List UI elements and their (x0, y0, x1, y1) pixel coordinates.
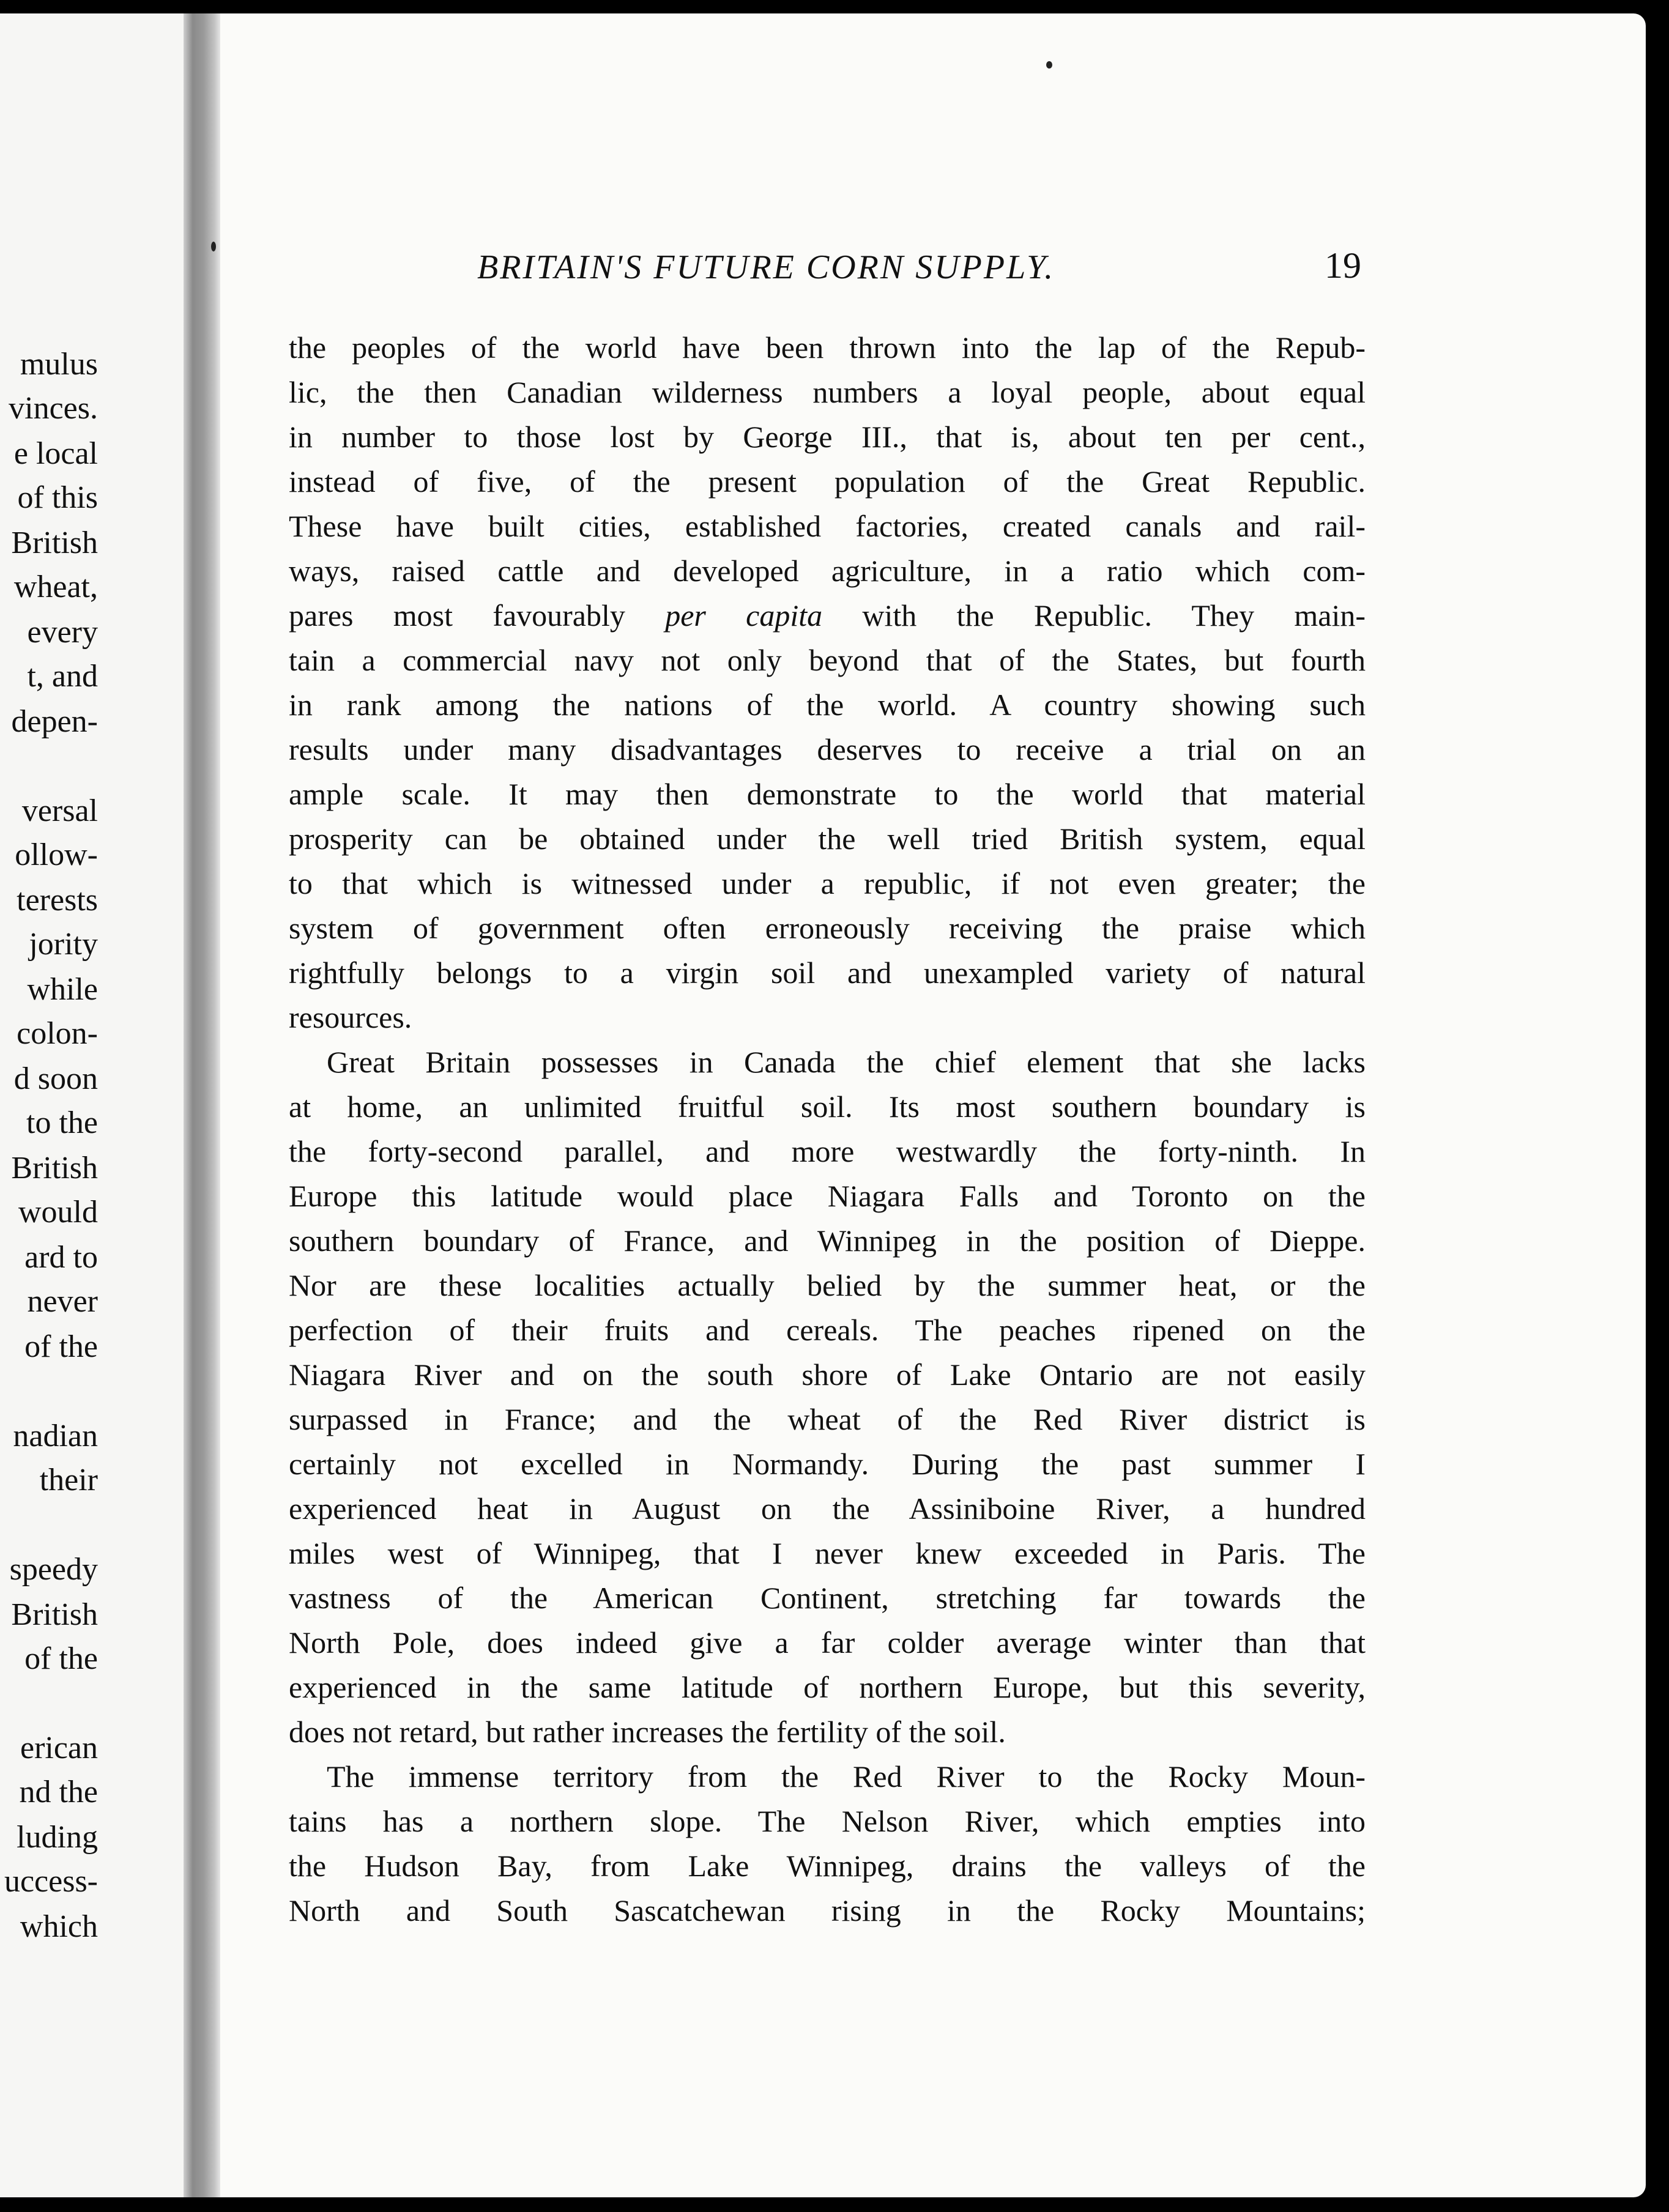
left-fragment-line: of this (17, 480, 98, 515)
left-fragment-line: erican (20, 1731, 98, 1765)
body-text-line: tain a commercial navy not only beyond that of the States, but fourth (289, 643, 1366, 677)
body-text-line: North Pole, does indeed give a far colder average winter than that (289, 1625, 1366, 1660)
print-speck (211, 242, 216, 251)
body-text-line: to that which is witnessed under a republic, if not even greater; the (289, 866, 1366, 900)
body-text-line: in rank among the nations of the world. A country showing such (289, 688, 1366, 722)
body-text-line: Niagara River and on the south shore of Lake Ontario are not easily (289, 1357, 1366, 1392)
left-fragment-line: British (11, 1151, 98, 1186)
left-fragment-line: ollow- (15, 837, 98, 872)
print-speck (1046, 61, 1052, 69)
left-fragment-line: nd the (19, 1775, 98, 1809)
left-fragment-line: colon- (17, 1016, 98, 1051)
body-text-line: system of government often erroneously receiving the praise which (289, 911, 1366, 945)
body-text-line: Nor are these localities actually belied by the summer heat, or the (289, 1268, 1366, 1302)
body-text-line: vastness of the American Continent, stretching far towards the (289, 1581, 1366, 1615)
body-text-line: resources. (289, 1000, 412, 1034)
body-text-line: prosperity can be obtained under the well tried British system, equal (289, 822, 1366, 856)
left-fragment-line: which (20, 1909, 98, 1944)
left-fragment-line: t, and (27, 659, 98, 694)
left-fragment-line: while (27, 972, 98, 1007)
italic-phrase: per capita (665, 598, 823, 633)
body-text-line: instead of five, of the present population of the Great Republic. (289, 464, 1366, 499)
body-text-line: pares most favourably per capita with the Republic. They main- (289, 598, 1366, 633)
left-fragment-line: nadian (13, 1419, 98, 1453)
page-number: 19 (1325, 245, 1361, 286)
running-title: BRITAIN'S FUTURE CORN SUPPLY. (477, 248, 1055, 286)
left-fragment-line: to the (26, 1105, 98, 1140)
body-text-line: ways, raised cattle and developed agriculture, in a ratio which com- (289, 554, 1366, 588)
left-fragment-line: e local (13, 436, 98, 471)
body-text-line: the peoples of the world have been thrown into the lap of the Repub- (289, 330, 1366, 365)
left-fragment-line: never (27, 1284, 98, 1319)
left-fragment-line: depen- (11, 704, 98, 739)
body-text-line: North and South Sascatchewan rising in the Rocky Mountains; (289, 1893, 1366, 1928)
left-fragment-line: of the (24, 1329, 98, 1364)
body-text-line: rightfully belongs to a virgin soil and unexampled variety of natural (289, 956, 1366, 990)
left-fragment-line: of the (24, 1641, 98, 1676)
body-text-line: tains has a northern slope. The Nelson River, which empties into (289, 1804, 1366, 1838)
body-text-line: Great Britain possesses in Canada the chief element that she lacks (327, 1045, 1366, 1079)
left-fragment-line: jority (29, 927, 98, 962)
body-text-line: perfection of their fruits and cereals. The peaches ripened on the (289, 1313, 1366, 1347)
left-fragment-line: speedy (9, 1552, 98, 1587)
left-fragment-line: British (11, 525, 98, 560)
body-text-line: experienced in the same latitude of northern Europe, but this severity, (289, 1670, 1366, 1704)
left-fragment-line: would (18, 1195, 98, 1230)
body-text-line: These have built cities, established factories, created canals and rail- (289, 509, 1366, 543)
left-fragment-line: d soon (13, 1061, 98, 1096)
body-text-line: miles west of Winnipeg, that I never knew exceeded in Paris. The (289, 1536, 1366, 1570)
left-fragment-line: their (39, 1463, 98, 1498)
body-text-line: ample scale. It may then demonstrate to the world that material (289, 777, 1366, 811)
left-fragment-line: mulus (20, 347, 98, 382)
body-text-line: surpassed in France; and the wheat of the Red River district is (289, 1402, 1366, 1436)
body-text-line: certainly not excelled in Normandy. During the past summer I (289, 1447, 1366, 1481)
body-text-line: the Hudson Bay, from Lake Winnipeg, drains the valleys of the (289, 1849, 1366, 1883)
left-fragment-line: terests (17, 883, 98, 918)
left-fragment-line: vinces. (9, 391, 98, 426)
body-text-line: does not retard, but rather increases the fertility of the soil. (289, 1715, 1006, 1749)
left-fragment-line: luding (17, 1820, 98, 1855)
left-facing-page (0, 13, 184, 2197)
left-fragment-line: ard to (24, 1240, 98, 1275)
left-fragment-line: wheat, (13, 570, 98, 604)
body-text-line: experienced heat in August on the Assiniboine River, a hundred (289, 1491, 1366, 1526)
left-fragment-line: British (11, 1597, 98, 1632)
left-fragment-line: uccess- (4, 1864, 98, 1899)
body-text-line: results under many disadvantages deserves to receive a trial on an (289, 732, 1366, 766)
page-gutter-shadow (184, 13, 220, 2197)
body-text-line: southern boundary of France, and Winnipeg in the position of Dieppe. (289, 1223, 1366, 1258)
body-text-line: The immense territory from the Red River to the Rocky Moun- (327, 1759, 1366, 1794)
left-fragment-line: versal (21, 793, 98, 828)
body-text-line: the forty-second parallel, and more westwardly the forty-ninth. In (289, 1134, 1366, 1168)
body-text-line: Europe this latitude would place Niagara Falls and Toronto on the (289, 1179, 1366, 1213)
body-text-line: in number to those lost by George III., that is, about ten per cent., (289, 420, 1366, 454)
body-text-line: at home, an unlimited fruitful soil. Its most southern boundary is (289, 1089, 1366, 1124)
left-fragment-line: every (27, 615, 98, 650)
body-text-line: lic, the then Canadian wilderness numbers a loyal people, about equal (289, 375, 1366, 409)
